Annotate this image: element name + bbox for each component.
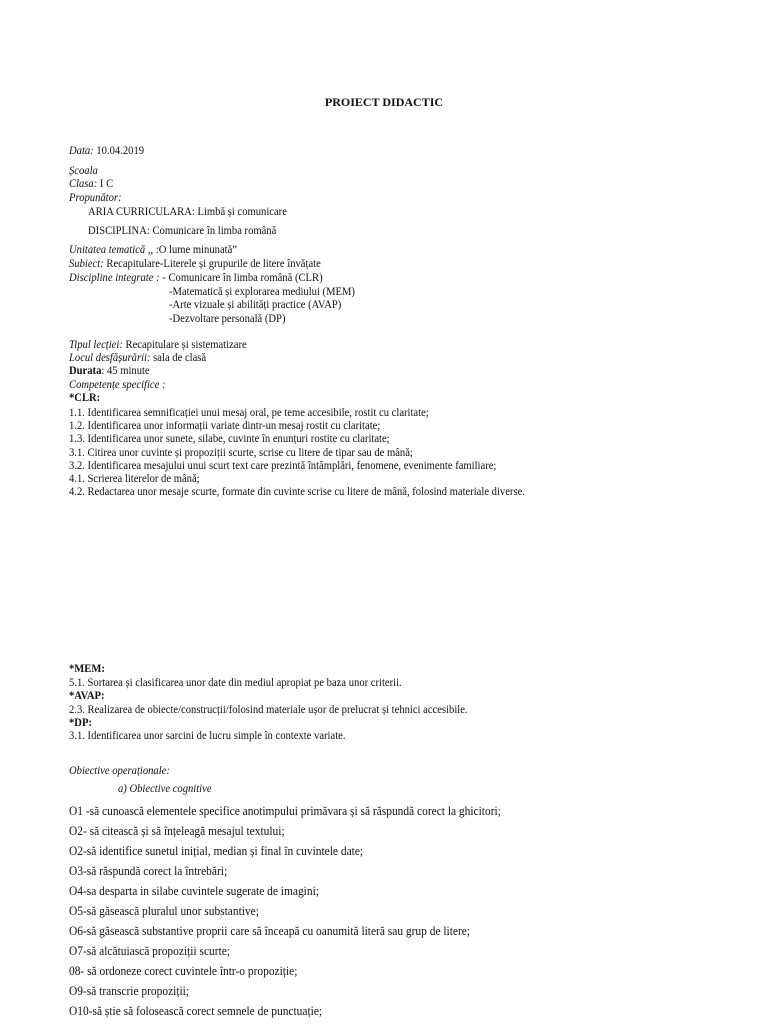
competence-item: 4.2. Redactarea unor mesaje scurte, formate din cuvinte scrise cu litere de mână, folosind materiale diverse. bbox=[69, 486, 525, 498]
competence-item: 2.3. Realizarea de obiecte/construcții/folosind materiale ușor de prelucrat și tehnici accesibile. bbox=[69, 704, 468, 716]
lesson-type-value: Recapitulare și sistematizare bbox=[125, 339, 247, 351]
location-line bbox=[69, 352, 206, 365]
school-label: Școala bbox=[69, 165, 98, 177]
objective-item: O1 -să cunoască elementele specifice anotimpului primăvara și să răspundă corect la ghicitori; bbox=[69, 804, 501, 818]
class-value: I C bbox=[99, 178, 114, 190]
discipline-value: Comunicare în limba română bbox=[152, 225, 277, 237]
competence-item: 5.1. Sortarea și clasificarea unor date din mediul apropiat pe baza unor criterii. bbox=[69, 677, 402, 689]
objectives-heading: Obiective operaționale: bbox=[69, 765, 170, 777]
competence-item: 3.1. Identificarea unor sarcini de lucru simple în contexte variate. bbox=[69, 730, 346, 742]
competence-item: 4.1. Scrierea literelor de mână; bbox=[69, 473, 200, 485]
competence-item: 1.1. Identificarea semnificației unui mesaj oral, pe teme accesibile, rostit cu claritate; bbox=[69, 407, 429, 419]
competence-item: 1.2. Identificarea unor informații variate dintr-un mesaj rostit cu claritate; bbox=[69, 420, 381, 432]
lesson-type-label: Tipul lecției: bbox=[69, 339, 123, 351]
cognitive-objectives-heading: a) Obiective cognitive bbox=[118, 783, 212, 795]
integrated-discipline-item: - Comunicare în limba română (CLR) bbox=[162, 272, 323, 284]
curricular-area-value: Limbă și comunicare bbox=[197, 206, 287, 218]
objective-item: O4-sa desparta in silabe cuvintele sugerate de imagini; bbox=[69, 884, 319, 898]
teacher-label: Propunător: bbox=[69, 192, 122, 204]
date-label: Data: bbox=[69, 145, 94, 157]
objective-item: O5-să găsească pluralul unor substantive; bbox=[69, 904, 259, 918]
objective-item: 08- să ordoneze corect cuvintele într-o propoziție; bbox=[69, 964, 298, 978]
document-title: PROIECT DIDACTIC bbox=[324, 95, 444, 109]
objective-item: O2- să citească și să înțeleagă mesajul textului; bbox=[69, 824, 285, 838]
objective-item: O3-să răspundă corect la întrebări; bbox=[69, 864, 228, 878]
thematic-unit-value: ,, :O lume minunată” bbox=[147, 244, 238, 256]
objective-item: O7-să alcătuiască propoziții scurte; bbox=[69, 944, 231, 958]
location-label: Locul desfășurării: bbox=[69, 352, 151, 364]
discipline-label: DISCIPLINA: bbox=[88, 225, 150, 237]
objective-item: O9-să transcrie propoziții; bbox=[69, 984, 190, 998]
subject-label: Subiect: bbox=[69, 258, 104, 270]
date-value: 10.04.2019 bbox=[96, 145, 145, 157]
subject-line bbox=[69, 258, 321, 271]
integrated-disciplines-label: Discipline integrate : bbox=[69, 272, 160, 284]
dp-heading: *DP: bbox=[69, 717, 92, 729]
thematic-unit-label: Unitatea tematică bbox=[69, 244, 146, 256]
competence-item: 1.3. Identificarea unor sunete, silabe, cuvinte în enunțuri rostite cu claritate; bbox=[69, 433, 390, 445]
competences-label: Competențe specifice : bbox=[69, 379, 166, 391]
objective-item: O2-să identifice sunetul inițial, median și final în cuvintele date; bbox=[69, 844, 364, 858]
thematic-unit-line bbox=[69, 244, 237, 257]
integrated-disciplines-line bbox=[69, 272, 323, 285]
discipline-line bbox=[88, 225, 276, 238]
objective-item: O6-să găsească substantive proprii care să înceapă cu oanumită literă sau grup de litere; bbox=[69, 924, 471, 938]
duration-line bbox=[69, 365, 150, 378]
competence-item: 3.2. Identificarea mesajului unui scurt text care prezintă întâmplări, fenomene, evenimente familiare; bbox=[69, 460, 497, 472]
location-value: sala de clasă bbox=[153, 352, 207, 364]
objective-item: O10-să știe să folosească corect semnele de punctuație; bbox=[69, 1004, 323, 1018]
class-label: Clasa: bbox=[69, 178, 98, 190]
integrated-discipline-item: -Matematică și explorarea mediului (MEM) bbox=[169, 286, 355, 298]
date-line bbox=[69, 145, 144, 158]
subject-value: Recapitulare-Literele și grupurile de litere învățate bbox=[106, 258, 321, 270]
integrated-discipline-item: -Arte vizuale și abilități practice (AVAP) bbox=[169, 299, 342, 311]
mem-heading: *MEM: bbox=[69, 663, 105, 675]
duration-label: Durata bbox=[69, 365, 102, 377]
integrated-discipline-item: -Dezvoltare personală (DP) bbox=[169, 313, 286, 325]
duration-value: : 45 minute bbox=[101, 365, 150, 377]
class-line bbox=[69, 178, 113, 191]
clr-heading: *CLR: bbox=[69, 392, 101, 404]
avap-heading: *AVAP: bbox=[69, 690, 105, 702]
curricular-area-label: ARIA CURRICULARA: bbox=[88, 206, 195, 218]
lesson-type-line bbox=[69, 339, 247, 352]
curricular-area-line bbox=[88, 206, 287, 219]
competence-item: 3.1. Citirea unor cuvinte și propoziții scurte, scrise cu litere de tipar sau de mână; bbox=[69, 447, 413, 459]
